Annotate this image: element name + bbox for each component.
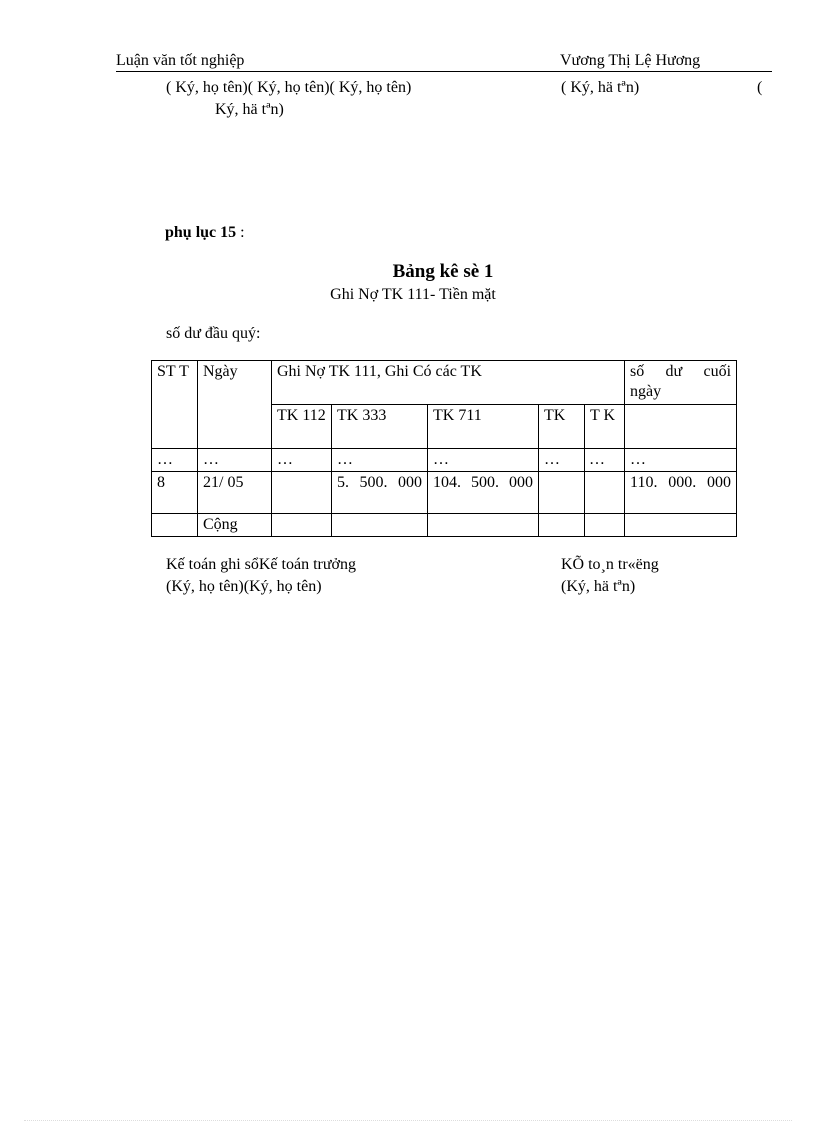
cell-ellipsis: … [272,449,332,472]
table-row [152,472,737,514]
cell-tk711: 104. 500. 000 [428,472,539,514]
signer-notes-left: (Ký, họ tên)(Ký, họ tên) [166,578,322,595]
table-row [152,449,737,472]
cell-tk333: 5. 500. 000 [332,472,428,514]
cell-ellipsis: … [198,449,272,472]
col-tk711-header: TK 711 [428,405,539,449]
header-rule [116,71,772,72]
cell-ellipsis: … [152,449,198,472]
signature-line-left: ( Ký, họ tên)( Ký, họ tên)( Ký, họ tên) [166,79,412,96]
col-tk-a-header: TK [539,405,585,449]
cell-closing: 110. 000. 000 [625,472,737,514]
table-header-row [152,361,737,405]
cell-empty [332,514,428,537]
signature-line-2: Ký, hä tªn) [215,101,284,118]
col-stt-header: ST T [152,361,198,449]
header-left: Luận văn tốt nghiệp [116,52,245,69]
col-group-header: Ghi Nợ TK 111, Ghi Có các TK [272,361,625,405]
cell-empty [272,514,332,537]
cell-tk112 [272,472,332,514]
cell-empty [428,514,539,537]
ledger-table [151,360,737,537]
signer-title-right: KÕ to¸n tr«ëng [561,556,659,573]
cell-tk-b [585,472,625,514]
col-tk333-header: TK 333 [332,405,428,449]
document-subtitle: Ghi Nợ TK 111- Tiền mặt [330,286,496,303]
col-tk112-header: TK 112 [272,405,332,449]
cell-ellipsis: … [332,449,428,472]
appendix-heading [165,224,245,242]
col-closing-sub [625,405,737,449]
cell-ellipsis: … [539,449,585,472]
signer-note-right: (Ký, hä tªn) [561,578,636,595]
cell-stt: 8 [152,472,198,514]
cell-empty [625,514,737,537]
cell-empty [585,514,625,537]
col-tk-b-header: T K [585,405,625,449]
cell-tk-a [539,472,585,514]
signer-titles-left: Kế toán ghi sổKế toán trưởng [166,556,356,573]
page-bottom-border [24,1120,792,1121]
opening-balance-label: số dư đầu quý: [166,325,261,342]
col-closing-header: số dư cuối ngày [625,361,737,405]
appendix-colon: : [240,224,245,241]
cell-date: 21/ 05 [198,472,272,514]
document-title: Bảng kê sè 1 [392,261,494,282]
cell-empty [539,514,585,537]
cell-ellipsis: … [428,449,539,472]
signature-line-right: ( [757,79,763,96]
col-date-header: Ngày [198,361,272,449]
cell-ellipsis: … [625,449,737,472]
signature-line-mid: ( Ký, hä tªn) [561,79,640,96]
appendix-label: phụ lục 15 [165,224,237,241]
table-total-row [152,514,737,537]
cell-total-label: Cộng [198,514,272,537]
cell-empty [152,514,198,537]
header-right: Vương Thị Lệ Hương [560,52,701,69]
cell-ellipsis: … [585,449,625,472]
